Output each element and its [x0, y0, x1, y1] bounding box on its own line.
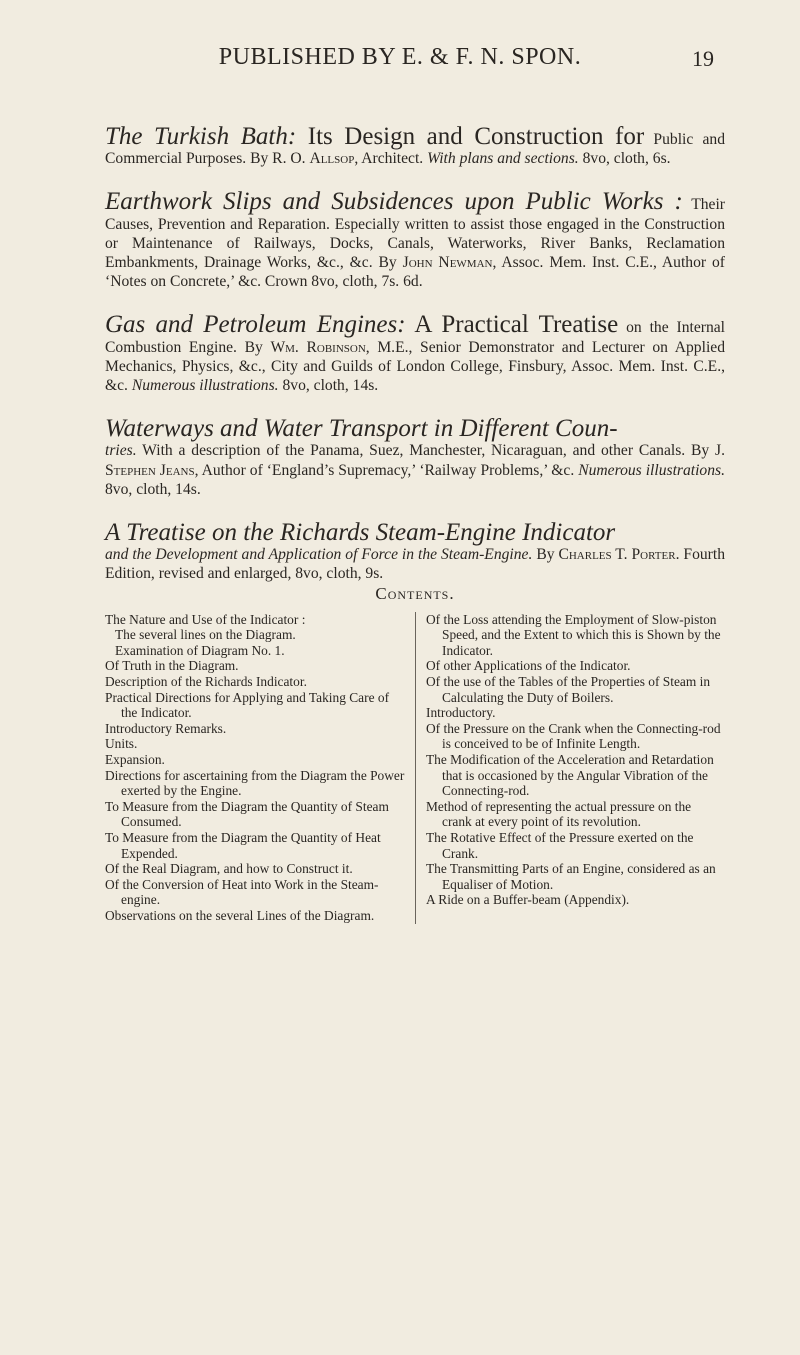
contents-item: The Rotative Effect of the Pressure exerted on the Crank. [426, 829, 694, 861]
entry-text: Public and Commercial Purposes. By R. O. [105, 131, 725, 168]
entry-text: 8vo, cloth, 14s. [278, 377, 379, 395]
entry-text: By [532, 546, 559, 564]
entry-text: 8vo, cloth, 6s. [578, 150, 671, 168]
entry-text: , Author of ‘England’s Supremacy,’ ‘Railway Problems,’ &c. [194, 461, 579, 479]
contents-heading: Contents. [375, 583, 455, 603]
contents-item: The Nature and Use of the Indicator : [105, 611, 306, 627]
entry-author: Charles T. Porter [558, 546, 676, 564]
entry-title: Waterways and Water Transport in Different Coun- [105, 415, 618, 443]
entry-title-rest: Its Design and Construction for [296, 123, 645, 150]
contents-item: Directions for ascertaining from the Diagram the Power exerted by the Engine. [105, 767, 405, 799]
contents-item: The Modification of the Acceleration and Retardation that is occasioned by the Angular Vibration of the Connecting-rod. [426, 752, 714, 799]
contents-item: A Ride on a Buffer-beam (Appendix). [426, 892, 630, 908]
entry-note: With plans and sections. [427, 150, 579, 168]
entry-author: Wm. Robinson [270, 338, 366, 356]
contents-item: Of the Loss attending the Employment of Slow-piston Speed, and the Extent to which this is Shown by the Indicator. [426, 611, 721, 658]
contents-item: Introductory. [426, 705, 496, 721]
entry-title-rest: A Practical Treatise [405, 311, 619, 339]
contents-left-column [105, 612, 413, 924]
contents-right-column [415, 612, 724, 924]
contents-item: Of the Real Diagram, and how to Construct it. [105, 861, 353, 877]
entry-gas-engines [105, 311, 726, 395]
contents-item: Of the Conversion of Heat into Work in the Steam-engine. [105, 876, 379, 908]
entry-text: 8vo, cloth, 14s. [105, 480, 201, 498]
catalogue-entries [105, 123, 726, 948]
entry-note: Numerous illustrations. [578, 461, 725, 479]
entry-richards-indicator [105, 519, 726, 923]
entry-note: Numerous illustrations. [131, 377, 279, 395]
contents-item: Method of representing the actual pressure on the crank at every point of its revolution. [426, 798, 692, 830]
entry-earthwork-slips [105, 188, 725, 291]
entry-text: With a description of the Panama, Suez, Manchester, Nicaraguan, and other Canals. By J. [136, 442, 725, 460]
contents-item: The Transmitting Parts of an Engine, considered as an Equaliser of Motion. [426, 861, 716, 892]
entry-text: , M.E., Senior Demonstrator and Lecturer on Applied Mechanics, Physics, &c., City and Guilds of London College, Finsbury, Assoc. Mem. Inst. C.E., &c. [105, 338, 725, 395]
entry-subtitle: and the Development and Application of Force in the Steam-Engine. [105, 546, 533, 564]
header-title: PUBLISHED BY E. & F. N. SPON. [218, 44, 582, 70]
contents-item: Practical Directions for Applying and Taking Care of the Indicator. [105, 689, 390, 721]
entry-author: John Newman [402, 254, 493, 272]
entry-author: Allsop [309, 150, 355, 168]
entry-title: A Treatise on the Richards Steam-Engine Indicator [105, 519, 616, 547]
entry-text: on the Internal Combustion Engine. By [105, 319, 726, 356]
contents-item: Examination of Diagram No. 1. [115, 642, 285, 658]
running-head [0, 44, 800, 84]
entry-text: . Fourth Edition, revised and enlarged, 8vo, cloth, 9s. [105, 546, 726, 583]
entry-title-cont: tries. [105, 442, 137, 460]
contents-item: Introductory Remarks. [105, 720, 227, 736]
entry-author: Stephen Jeans [105, 461, 195, 479]
entry-title: Earthwork Slips and Subsidences upon Public Works : [105, 188, 683, 216]
entry-title: The Turkish Bath: [105, 123, 297, 150]
contents-item: Of Truth in the Diagram. [105, 658, 239, 674]
entry-text: , Architect. [354, 150, 428, 168]
contents-item: The several lines on the Diagram. [115, 627, 296, 643]
contents-item: Of the use of the Tables of the Properties of Steam in Calculating the Duty of Boilers. [426, 674, 711, 705]
entry-text: Their Causes, Prevention and Reparation. Especially written to assist those engaged in the Construction or Maintenance of Railways, Docks, Canals, Waterworks, River Banks, Reclamation Embankments, Drainage Works, &c., &c. By [105, 196, 725, 272]
page-number: 19 [692, 46, 714, 71]
entry-text: , Assoc. Mem. Inst. C.E., Author of ‘Notes on Concrete,’ &c. Crown 8vo, cloth, 7s. 6d. [105, 254, 725, 291]
contents-item: Observations on the several Lines of the Diagram. [105, 907, 375, 923]
entry-title: Gas and Petroleum Engines: [105, 311, 406, 339]
contents-item: Of the Pressure on the Crank when the Connecting-rod is conceived to be of Infinite Length. [426, 720, 721, 752]
contents-item: To Measure from the Diagram the Quantity of Heat Expended. [105, 829, 381, 861]
contents-item: Expansion. [105, 752, 165, 767]
contents-item: Units. [105, 736, 138, 752]
entry-waterways [105, 415, 725, 499]
contents-item: To Measure from the Diagram the Quantity of Steam Consumed. [105, 798, 389, 830]
contents-item: Of other Applications of the Indicator. [426, 658, 631, 674]
entry-turkish-bath [105, 123, 725, 168]
contents-columns [105, 612, 725, 924]
contents-item: Description of the Richards Indicator. [105, 674, 307, 690]
